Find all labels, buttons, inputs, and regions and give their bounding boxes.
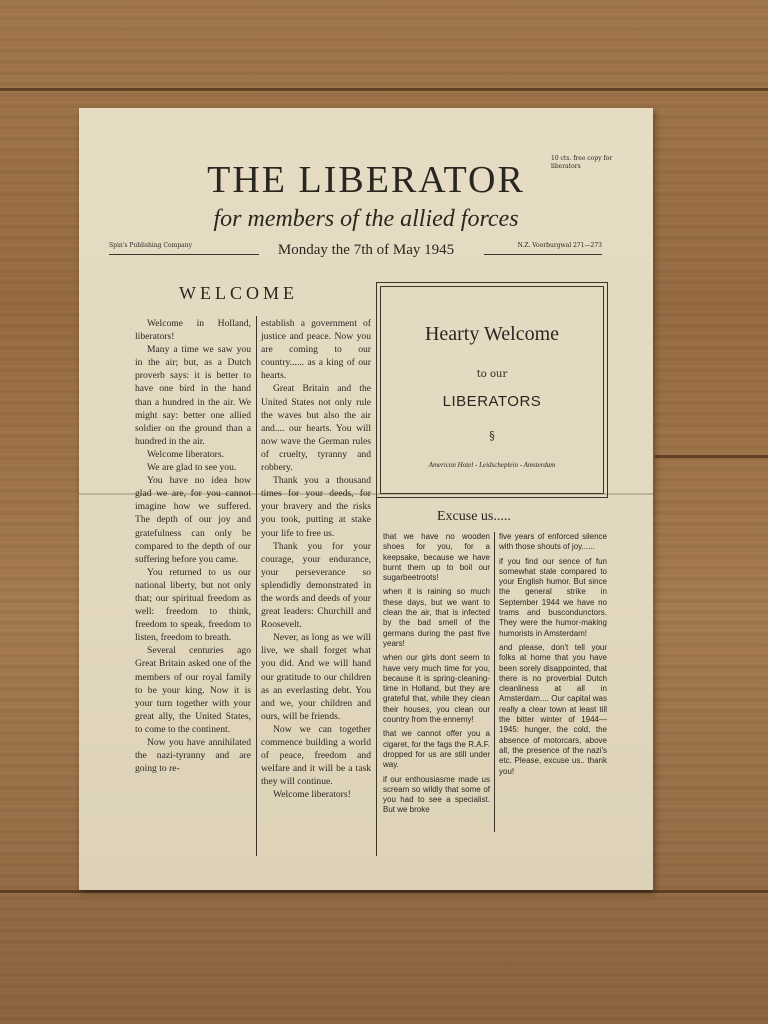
- paragraph: that we cannot offer you a cigaret, for the fags the R.A.F. dropped for us are still under way.: [383, 729, 490, 770]
- column-divider: [256, 316, 257, 856]
- paragraph: Now we can together commence building a world of peace, freedom and welfare and it will be a task they will continue.: [261, 723, 371, 788]
- paragraph: Thank you a thousand times for your deeds, for your bravery and the risks you took, putting at stake your life to free us.: [261, 475, 371, 539]
- welcome-heading: WELCOME: [179, 283, 298, 303]
- paragraph: five years of enforced silence with those shouts of joy......: [499, 532, 607, 552]
- excuse-column-2: [499, 532, 607, 781]
- paragraph: Never, as long as we will live, we shall forget what you did. And we will hand our gratitude to our children as an everlasting debt. You and we, your children and ours, will be friends.: [261, 632, 371, 722]
- rule-right: [484, 254, 602, 255]
- welcome-column-2: [261, 317, 371, 801]
- section-mark-icon: §: [489, 429, 495, 442]
- paragraph: Great Britain and the United States not only rule the waves but also the air and.... our hearts. You will now wave the German rules of cruelty, tyranny and robbery.: [261, 383, 371, 474]
- paragraph: when our girls dont seem to have very much time for you, because it is spring-cleaning-time in Holland, but they are grateful that, while they clean their houses, you clean our country from the ennemy!: [383, 653, 490, 725]
- newspaper-page: [79, 108, 653, 890]
- paragraph: if our enthousiasme made us scream so wildly that some of you had to see a specialist. But we broke: [383, 774, 490, 815]
- paragraph: when it is raining so much these days, but we want to clean the air, that is infected by the bad smell of the germans during the past five years!: [383, 587, 490, 648]
- paragraph: Thank you for your courage, your endurance, your perseverance so splendidly demonstrated in the words and deeds of your great leaders: Churchill and Roosevelt.: [261, 540, 371, 631]
- paragraph: We are glad to see you.: [147, 462, 237, 474]
- paragraph: Welcome in Holland, liberators!: [135, 318, 251, 343]
- address: N.Z. Voorburgwal 271—273: [517, 242, 602, 249]
- paragraph: Several centuries ago Great Britain asked one of the members of our royal family to be your king. Now it is your turn together with your great ally, the United States, to come to the continent.: [135, 645, 251, 735]
- paragraph: You have no idea how glad we are, for you cannot imagine how we suffered. The depth of our joy and gratefulness can only be compared to the depth of our suffering before you came.: [135, 475, 251, 565]
- excuse-column-1: [383, 532, 490, 820]
- box-liberators: LIBERATORS: [442, 393, 542, 410]
- welcome-column-1: [135, 317, 251, 775]
- column-divider: [494, 532, 495, 832]
- paragraph: Welcome liberators.: [147, 448, 225, 460]
- paragraph: You returned to us our national liberty, but not only that; our spiritual freedom as well: freedom to think, freedom to speak, freedom to listen, freedom to breath.: [135, 566, 251, 644]
- price-note: 10 cts. free copy for liberators: [551, 155, 613, 170]
- column-divider: [376, 286, 377, 856]
- issue-date: Monday the 7th of May 1945: [277, 242, 455, 258]
- welcome-box: [380, 286, 604, 494]
- paragraph: Welcome liberators!: [273, 789, 351, 801]
- paragraph: if you find our sence of fun somewhat stale compared to your English humor. But since the general strike in September 1944 we have no trams and buscondunctors. They were the humor-making humorists in Amsterdam!: [499, 556, 607, 638]
- paragraph: Now you have annihilated the nazi-tyranny and are going to re-: [135, 737, 251, 775]
- rule-left: [109, 254, 259, 255]
- box-to-our: to our: [476, 369, 508, 380]
- masthead-title: THE LIBERATOR: [207, 159, 525, 201]
- paragraph: that we have no wooden shoes for you, for a keepsake, because we have burnt them up to boil our sugarbeetroots!: [383, 532, 490, 583]
- paragraph: Many a time we saw you in the air; but, as a Dutch proverb says: it is better to have one bird in the hand than a hundred in the air. We might say: better one allied soldier on the ground than a hundred in the air.: [135, 344, 251, 447]
- box-hotel: Americon Hotel - Leidscheplein - Amsterdam: [428, 461, 556, 469]
- excuse-heading: Excuse us.....: [437, 509, 511, 524]
- publisher: Spin's Publishing Company: [109, 242, 192, 249]
- box-hearty-welcome: Hearty Welcome: [424, 323, 560, 345]
- masthead-subtitle: for members of the allied forces: [213, 206, 519, 232]
- paragraph: and please, don't tell your folks at home that you have been sorely disappointed, that there is no proverbial Dutch cleanliness at all in Amsterdam.... Our capital was really a clear town at least till the bitter winter of 1944—1945: hunger, the cold, the absence of motorcars, above all, the presence of the nazi's etc. Please, excuse us.. thank you!: [499, 642, 607, 776]
- paragraph: establish a government of justice and peace. Now you are coming to our country...... as a king of our hearts.: [261, 318, 371, 382]
